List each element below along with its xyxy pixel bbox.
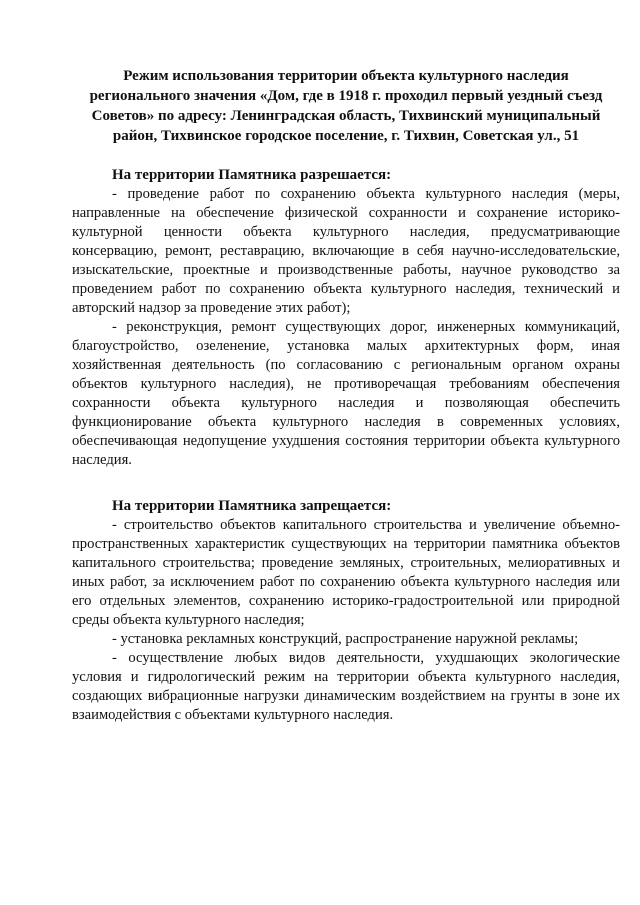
- document-title: Режим использования территории объекта культурного наследия регионального значения «Дом, где в 1918 г. проходил первый уездный съезд Советов» по адресу: Ленинградская область, Тихвинский муниципальный район, Тихвинское городское поселение, г. Тихвин, Советская ул., 51: [89, 68, 603, 144]
- forbidden-item: - установка рекламных конструкций, распространение наружной рекламы;: [112, 631, 579, 647]
- forbidden-item: - осуществление любых видов деятельности, ухудшающих экологические условия и гидрологический режим на территории объекта культурного наследия, создающих вибрационные нагрузки динамическим воздействием на грунты в зоне их взаимодействия с объектами культурного наследия.: [72, 650, 620, 723]
- allowed-section: [72, 166, 620, 470]
- allowed-heading: На территории Памятника разрешается:: [112, 167, 392, 183]
- forbidden-section: [72, 497, 620, 725]
- allowed-item: - реконструкция, ремонт существующих дорог, инженерных коммуникаций, благоустройство, озеленение, установка малых архитектурных форм, иная хозяйственная деятельность (по согласованию с региональным органом охраны объектов культурного наследия), не противоречащая требованиям обеспечения сохранности объекта культурного наследия и позволяющая обеспечить функционирование объекта культурного наследия в современных условиях, обеспечивающая недопущение ухудшения состояния территории объекта культурного наследия.: [72, 319, 620, 468]
- forbidden-heading: На территории Памятника запрещается:: [112, 498, 392, 514]
- allowed-item: - проведение работ по сохранению объекта культурного наследия (меры, направленные на обеспечение физической сохранности и сохранение историко-культурной ценности объекта культурного наследия, предусматривающие консервацию, ремонт, реставрацию, включающие в себя научно-исследовательские, изыскательские, проектные и производственные работы, научное руководство за проведением работ по сохранению объекта культурного наследия, технический и авторский надзор за проведение этих работ);: [72, 186, 620, 316]
- document-page: [72, 66, 620, 725]
- forbidden-item: - строительство объектов капитального строительства и увеличение объемно-пространственных характеристик существующих на территории памятника объектов капитального строительства; проведение земляных, строительных, мелиоративных и иных работ, за исключением работ по сохранению объекта культурного наследия или его отдельных элементов, сохранению историко-градостроительной или природной среды объекта культурного наследия;: [72, 517, 620, 628]
